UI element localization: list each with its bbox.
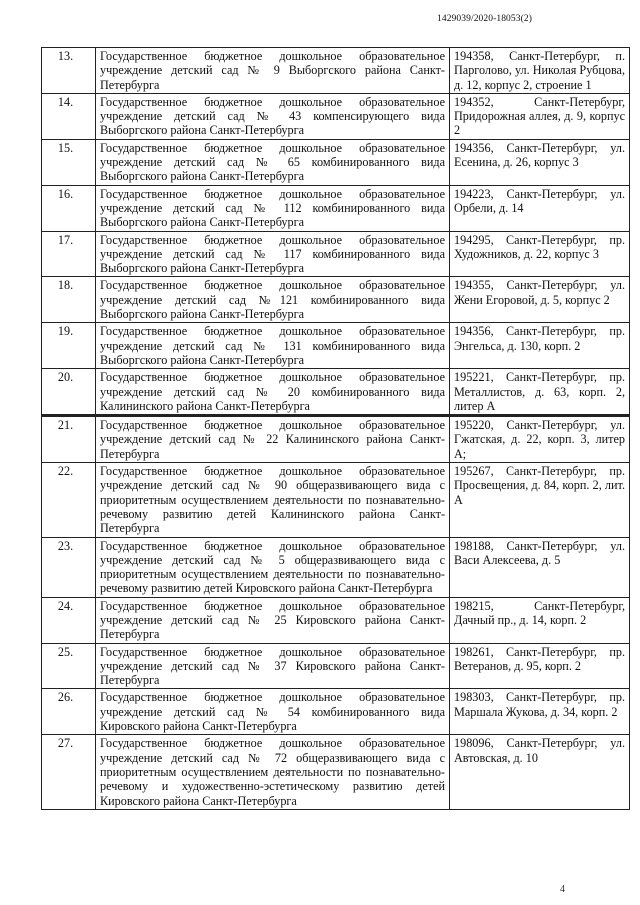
row-number-cell: 16. — [42, 185, 96, 231]
institution-name-cell: Государственное бюджетное дошкольное образовательное учреждение детский сад № 65 комбинированного вида Выборгского района Санкт-Петербурга — [96, 139, 450, 185]
table-row — [42, 48, 630, 94]
table-row — [42, 537, 630, 597]
row-number-cell: 18. — [42, 277, 96, 323]
institution-address-cell: 195221, Санкт-Петербург, пр. Металлистов, д. 63, корп. 2, литер А — [450, 369, 630, 416]
table-row — [42, 139, 630, 185]
row-number-cell: 26. — [42, 689, 96, 735]
row-number-cell: 14. — [42, 93, 96, 139]
row-number-cell: 20. — [42, 369, 96, 416]
institution-address-cell: 198215, Санкт-Петербург, Дачный пр., д. 14, корп. 2 — [450, 597, 630, 643]
institution-name-cell: Государственное бюджетное дошкольное образовательное учреждение детский сад № 112 комбинированного вида Выборгского района Санкт-Петербурга — [96, 185, 450, 231]
institution-address-cell: 198096, Санкт-Петербург, ул. Автовская, д. 10 — [450, 735, 630, 809]
institution-address-cell: 198261, Санкт-Петербург, пр. Ветеранов, д. 95, корп. 2 — [450, 643, 630, 689]
institution-name-cell: Государственное бюджетное дошкольное образовательное учреждение детский сад № 117 комбинированного вида Выборгского района Санкт-Петербурга — [96, 231, 450, 277]
institution-name-cell: Государственное бюджетное дошкольное образовательное учреждение детский сад № 54 комбинированного вида Кировского района Санкт-Петербурга — [96, 689, 450, 735]
institution-address-cell: 194223, Санкт-Петербург, ул. Орбели, д. 14 — [450, 185, 630, 231]
row-number-cell: 25. — [42, 643, 96, 689]
row-number-cell: 27. — [42, 735, 96, 809]
table-row — [42, 323, 630, 369]
row-number-cell: 17. — [42, 231, 96, 277]
row-number-cell: 22. — [42, 463, 96, 537]
row-number-cell: 21. — [42, 416, 96, 463]
institution-name-cell: Государственное бюджетное дошкольное образовательное учреждение детский сад №121 комбинированного вида Выборгского района Санкт-Петербурга — [96, 277, 450, 323]
institution-address-cell: 198188, Санкт-Петербург, ул. Васи Алексеева, д. 5 — [450, 537, 630, 597]
institution-name-cell: Государственное бюджетное дошкольное образовательное учреждение детский сад № 43 компенсирующего вида Выборгского района Санкт-Петербурга — [96, 93, 450, 139]
document-reference-number: 1429039/2020-18053(2) — [437, 14, 532, 24]
institution-address-cell: 198303, Санкт-Петербург, пр. Маршала Жукова, д. 34, корп. 2 — [450, 689, 630, 735]
institution-name-cell: Государственное бюджетное дошкольное образовательное учреждение детский сад № 72 общеразвивающего вида с приоритетным осуществлением деятельности по познавательно-речевому и художественно-эстетическому развитию детей Кировского района Санкт-Петербурга — [96, 735, 450, 809]
institution-address-cell: 194352, Санкт-Петербург, Придорожная аллея, д. 9, корпус 2 — [450, 93, 630, 139]
table-row — [42, 689, 630, 735]
table-row — [42, 93, 630, 139]
table-row — [42, 277, 630, 323]
table-row — [42, 185, 630, 231]
table-row — [42, 463, 630, 537]
row-number-cell: 19. — [42, 323, 96, 369]
institution-name-cell: Государственное бюджетное дошкольное образовательное учреждение детский сад № 25 Кировского района Санкт-Петербурга — [96, 597, 450, 643]
table-row — [42, 231, 630, 277]
table-row — [42, 597, 630, 643]
institution-address-cell: 195267, Санкт-Петербург, пр. Просвещения, д. 84, корп. 2, лит. А — [450, 463, 630, 537]
table-row — [42, 643, 630, 689]
institution-address-cell: 194358, Санкт-Петербург, п. Парголово, ул. Николая Рубцова, д. 12, корпус 2, строение 1 — [450, 48, 630, 94]
institution-name-cell: Государственное бюджетное дошкольное образовательное учреждение детский сад № 90 общеразвивающего вида с приоритетным осуществлением деятельности по познавательно-речевому развитию детей Калининского района Санкт-Петербурга — [96, 463, 450, 537]
institution-address-cell: 195220, Санкт-Петербург, ул. Гжатская, д. 22, корп. 3, литер А; — [450, 416, 630, 463]
table-body — [42, 48, 630, 810]
institutions-table — [41, 47, 630, 810]
row-number-cell: 24. — [42, 597, 96, 643]
institution-address-cell: 194356, Санкт-Петербург, пр. Энгельса, д. 130, корп. 2 — [450, 323, 630, 369]
institution-name-cell: Государственное бюджетное дошкольное образовательное учреждение детский сад № 22 Калининского района Санкт-Петербурга — [96, 416, 450, 463]
institution-address-cell: 194355, Санкт-Петербург, ул. Жени Егоровой, д. 5, корпус 2 — [450, 277, 630, 323]
row-number-cell: 23. — [42, 537, 96, 597]
institution-address-cell: 194295, Санкт-Петербург, пр. Художников, д. 22, корпус 3 — [450, 231, 630, 277]
institution-name-cell: Государственное бюджетное дошкольное образовательное учреждение детский сад № 20 комбинированного вида Калининского района Санкт-Петербурга — [96, 369, 450, 416]
institution-name-cell: Государственное бюджетное дошкольное образовательное учреждение детский сад № 9 Выборгского района Санкт-Петербурга — [96, 48, 450, 94]
institution-name-cell: Государственное бюджетное дошкольное образовательное учреждение детский сад № 37 Кировского района Санкт-Петербурга — [96, 643, 450, 689]
table-row — [42, 416, 630, 463]
row-number-cell: 13. — [42, 48, 96, 94]
institution-name-cell: Государственное бюджетное дошкольное образовательное учреждение детский сад № 5 общеразвивающего вида с приоритетным осуществлением деятельности по познавательно-речевому развитию детей Кировского района Санкт-Петербурга — [96, 537, 450, 597]
page-number: 4 — [560, 884, 565, 895]
table-row — [42, 735, 630, 809]
institution-address-cell: 194356, Санкт-Петербург, ул. Есенина, д. 26, корпус 3 — [450, 139, 630, 185]
row-number-cell: 15. — [42, 139, 96, 185]
table-row — [42, 369, 630, 416]
institution-name-cell: Государственное бюджетное дошкольное образовательное учреждение детский сад № 131 комбинированного вида Выборгского района Санкт-Петербурга — [96, 323, 450, 369]
